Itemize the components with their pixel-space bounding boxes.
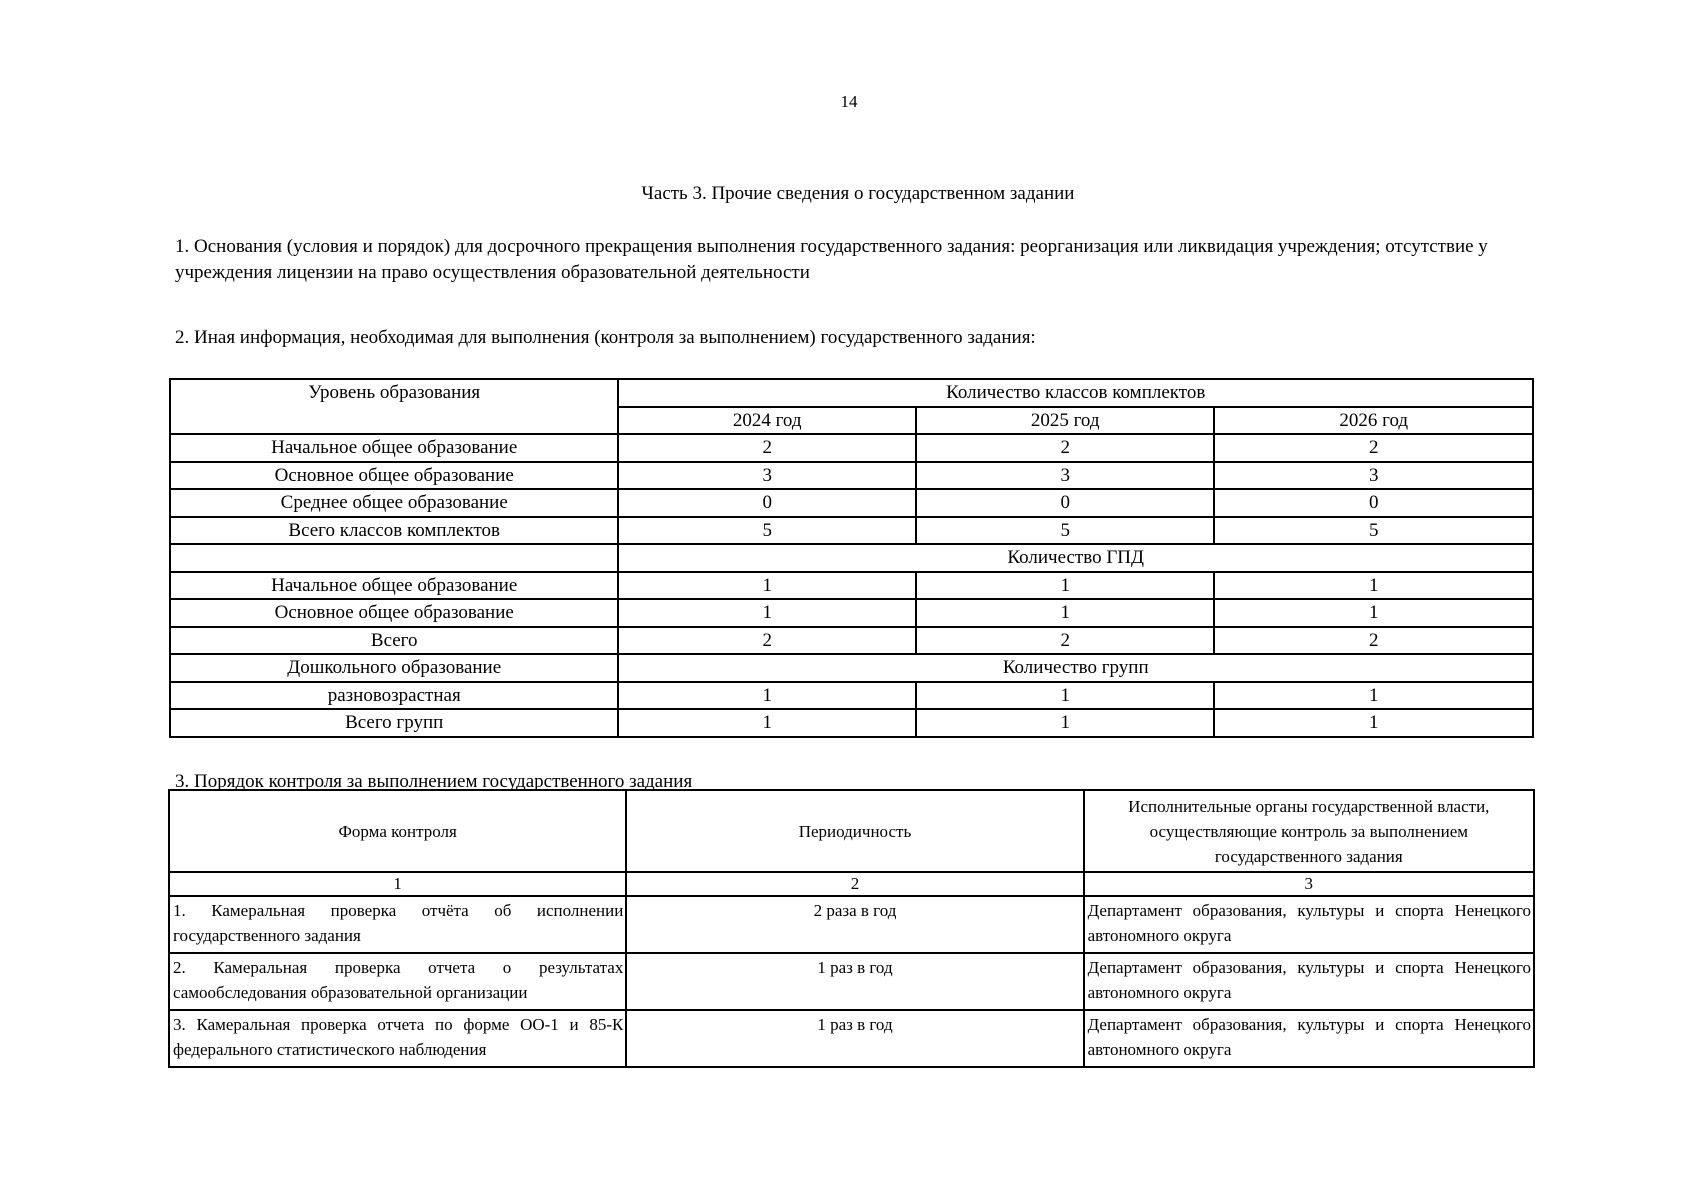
level-header: Уровень образования [170,379,618,434]
row-label: Среднее общее образование [170,489,618,517]
table-row [170,709,1533,737]
cell-value: 1 [916,599,1215,627]
column-number: 1 [169,872,626,896]
cell-value: 1 [618,599,916,627]
row-label: Всего классов комплектов [170,517,618,545]
row-label: Всего групп [170,709,618,737]
row-label: Начальное общее образование [170,434,618,462]
cell-value: 2 [1214,627,1533,655]
column-number: 2 [626,872,1083,896]
section-header-row [170,654,1533,682]
cell-value: 0 [618,489,916,517]
table-row [170,434,1533,462]
cell-value: 2 [618,627,916,655]
cell-value: 1 [1214,599,1533,627]
table-row [169,953,1534,1010]
control-period: 1 раз в год [626,953,1083,1010]
preschool-label: Дошкольного образование [170,654,618,682]
table-row [170,682,1533,710]
empty-cell [170,544,618,572]
control-form: 3. Камеральная проверка отчета по форме ОО-1 и 85-К федерального статистического наблюдения [169,1010,626,1067]
cell-value: 5 [916,517,1215,545]
cell-value: 0 [1214,489,1533,517]
cell-value: 2 [618,434,916,462]
table-row [170,572,1533,600]
part-title: Часть 3. Прочие сведения о государственном задании [641,183,1075,204]
control-form: 1. Камеральная проверка отчёта об исполнении государственного задания [169,896,626,953]
table-row [170,599,1533,627]
control-table [168,789,1535,1068]
row-label: разновозрастная [170,682,618,710]
groups-header: Количество групп [618,654,1533,682]
row-label: Всего [170,627,618,655]
period-header: Периодичность [626,790,1083,872]
cell-value: 2 [916,434,1215,462]
column-numbers-row [169,872,1534,896]
control-authority: Департамент образования, культуры и спорта Ненецкого автономного округа [1084,953,1534,1010]
authority-header: Исполнительные органы государственной власти, осуществляющие контроль за выполнением государственного задания [1084,790,1534,872]
paragraph-control-order: 3. Порядок контроля за выполнением государственного задания [175,771,693,792]
cell-value: 5 [1214,517,1533,545]
row-label: Основное общее образование [170,599,618,627]
cell-value: 2 [916,627,1215,655]
table-row [170,489,1533,517]
row-label: Начальное общее образование [170,572,618,600]
gpd-header: Количество ГПД [618,544,1533,572]
control-period: 1 раз в год [626,1010,1083,1067]
table-row [170,627,1533,655]
cell-value: 3 [1214,462,1533,490]
cell-value: 1 [916,709,1215,737]
table-row [170,517,1533,545]
column-number: 3 [1084,872,1534,896]
cell-value: 1 [916,682,1215,710]
cell-value: 5 [618,517,916,545]
table-row [169,896,1534,953]
form-header: Форма контроля [169,790,626,872]
table-row [169,1010,1534,1067]
control-period: 2 раза в год [626,896,1083,953]
cell-value: 1 [618,709,916,737]
year-header: 2024 год [618,407,916,435]
control-form: 2. Камеральная проверка отчета о результатах самообследования образовательной организации [169,953,626,1010]
cell-value: 1 [1214,572,1533,600]
cell-value: 3 [916,462,1215,490]
cell-value: 2 [1214,434,1533,462]
cell-value: 3 [618,462,916,490]
classes-table [169,378,1534,738]
year-header: 2025 год [916,407,1215,435]
control-authority: Департамент образования, культуры и спорта Ненецкого автономного округа [1084,896,1534,953]
cell-value: 1 [1214,682,1533,710]
cell-value: 1 [916,572,1215,600]
paragraph-other-info: 2. Иная информация, необходимая для выполнения (контроля за выполнением) государственного задания: [175,327,1036,348]
row-label: Основное общее образование [170,462,618,490]
section-header-row [170,544,1533,572]
classes-header: Количество классов комплектов [618,379,1533,407]
table-row [170,462,1533,490]
cell-value: 1 [618,682,916,710]
cell-value: 1 [1214,709,1533,737]
page-number: 14 [840,92,858,111]
cell-value: 1 [618,572,916,600]
table-header-row [170,379,1533,407]
control-authority: Департамент образования, культуры и спорта Ненецкого автономного округа [1084,1010,1534,1067]
table-header-row [169,790,1534,872]
cell-value: 0 [916,489,1215,517]
paragraph-early-termination: 1. Основания (условия и порядок) для досрочного прекращения выполнения государственного задания: реорганизация или ликвидация учреждения; отсутствие у учреждения лицензии на право осуществления образовательной деятельности [175,236,1488,283]
year-header: 2026 год [1214,407,1533,435]
